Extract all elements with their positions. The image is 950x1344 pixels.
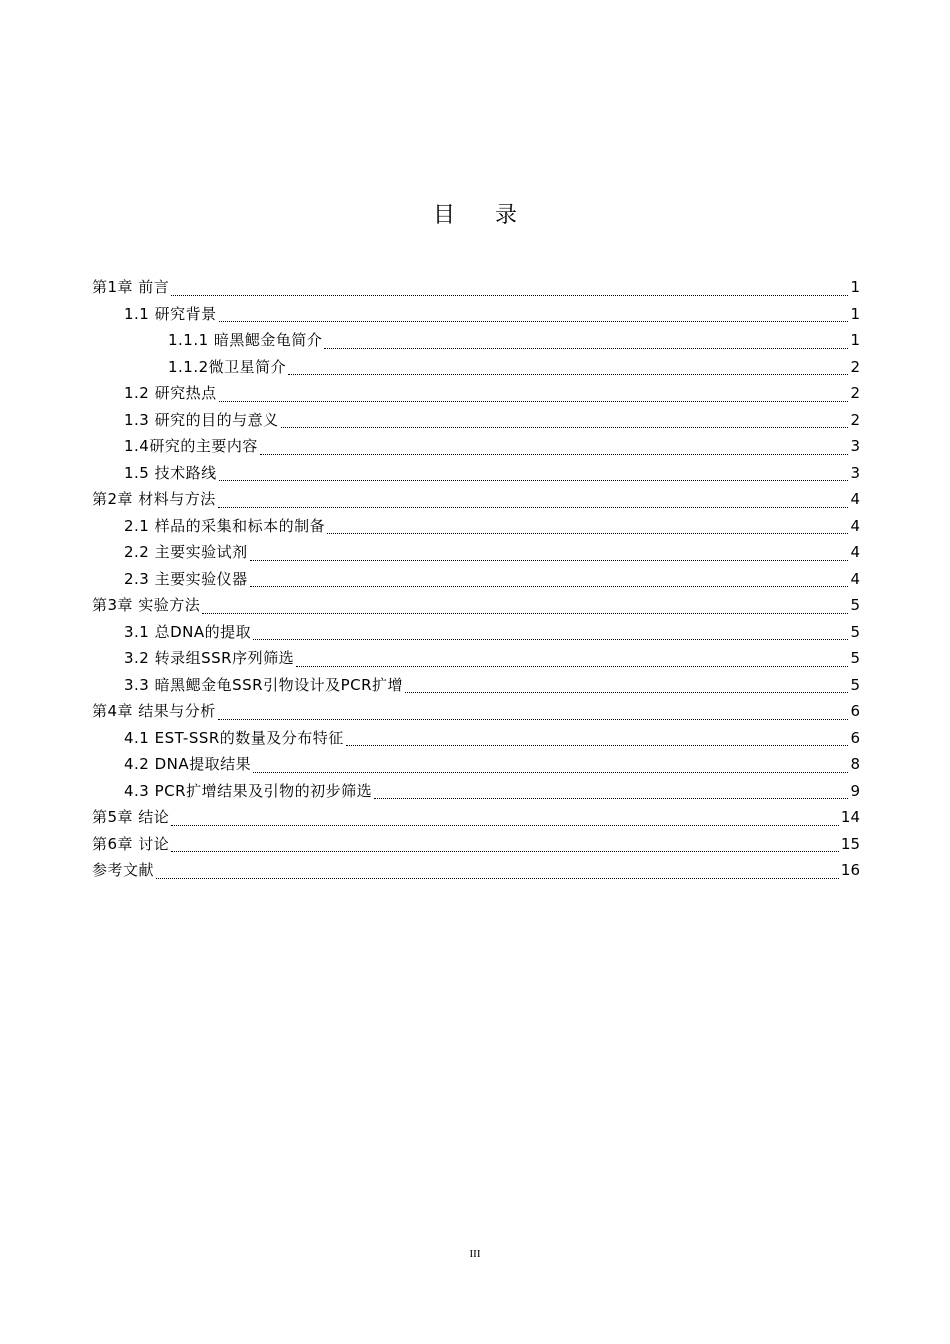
toc-dot-leader	[250, 585, 848, 587]
toc-entry-label: 2.1 样品的采集和标本的制备	[124, 516, 326, 535]
toc-entry-page-number: 3	[850, 463, 860, 482]
toc-entry-label: 4.1 EST-SSR的数量及分布特征	[124, 728, 344, 747]
toc-dot-leader	[405, 691, 848, 693]
toc-entry-page-number: 1	[850, 331, 860, 349]
toc-dot-leader	[218, 718, 848, 720]
toc-entry[interactable]	[92, 433, 860, 460]
toc-entry-page-number: 9	[850, 781, 860, 800]
toc-entry[interactable]	[92, 645, 860, 672]
toc-entry[interactable]	[92, 566, 860, 593]
toc-dot-leader	[374, 797, 848, 799]
toc-entry-label: 3.2 转录组SSR序列筛选	[124, 649, 295, 667]
toc-dot-leader	[218, 506, 848, 508]
toc-entry[interactable]	[92, 857, 860, 884]
toc-dot-leader	[346, 744, 848, 746]
toc-entry[interactable]	[92, 672, 860, 699]
toc-dot-leader	[219, 400, 848, 402]
toc-entry-page-number: 4	[850, 516, 860, 535]
toc-entry-label: 3.1 总DNA的提取	[124, 622, 252, 641]
toc-entry-page-number: 2	[850, 410, 860, 429]
toc-entry-label: 1.2 研究热点	[124, 384, 217, 402]
toc-entry-label: 1.1.2微卫星简介	[168, 357, 287, 376]
toc-dot-leader	[281, 426, 848, 428]
toc-entry-page-number: 15	[840, 834, 860, 853]
toc-entry[interactable]	[92, 327, 860, 354]
toc-dot-leader	[156, 877, 839, 879]
toc-dot-leader	[288, 373, 848, 375]
toc-entry-page-number: 1	[850, 278, 860, 296]
toc-dot-leader	[219, 320, 848, 322]
toc-entry-page-number: 1	[850, 304, 860, 323]
toc-dot-leader	[327, 532, 848, 534]
toc-entry-label: 第1章 前言	[92, 278, 170, 296]
page-number-footer: III	[469, 1248, 481, 1260]
toc-entry-label: 3.3 暗黑鳃金龟SSR引物设计及PCR扩增	[124, 675, 404, 694]
toc-entry-page-number: 5	[850, 649, 860, 667]
toc-entry-label: 4.2 DNA提取结果	[124, 755, 252, 773]
toc-entry-page-number: 2	[850, 357, 860, 376]
toc-entry[interactable]	[92, 274, 860, 301]
toc-entry[interactable]	[92, 698, 860, 725]
toc-dot-leader	[171, 850, 839, 852]
toc-entry-label: 1.5 技术路线	[124, 463, 217, 482]
toc-entry[interactable]	[92, 751, 860, 778]
toc-entry[interactable]	[92, 592, 860, 619]
toc-dot-leader	[253, 771, 848, 773]
toc-entry-page-number: 3	[850, 437, 860, 455]
toc-entry[interactable]	[92, 301, 860, 328]
toc-entry-page-number: 5	[850, 622, 860, 641]
toc-entry-label: 第3章 实验方法	[92, 596, 201, 614]
toc-entry[interactable]	[92, 354, 860, 381]
toc-entry-page-number: 4	[850, 490, 860, 508]
toc-dot-leader	[324, 347, 848, 349]
toc-entry[interactable]	[92, 778, 860, 805]
toc-entry[interactable]	[92, 619, 860, 646]
toc-entry-label: 2.2 主要实验试剂	[124, 543, 248, 561]
toc-entry-page-number: 4	[850, 569, 860, 588]
toc-dot-leader	[171, 824, 839, 826]
toc-entry-label: 1.1 研究背景	[124, 304, 217, 323]
toc-entry[interactable]	[92, 460, 860, 487]
toc-entry[interactable]	[92, 831, 860, 858]
toc-entry-label: 第2章 材料与方法	[92, 490, 216, 508]
toc-dot-leader	[202, 612, 848, 614]
toc-entry-page-number: 6	[850, 702, 860, 720]
toc-entry-label: 第5章 结论	[92, 808, 170, 826]
toc-entry-page-number: 8	[850, 755, 860, 773]
toc-entry-label: 1.4研究的主要内容	[124, 437, 258, 455]
toc-dot-leader	[253, 638, 848, 640]
toc-entry-page-number: 5	[850, 675, 860, 694]
toc-entry-page-number: 16	[840, 861, 860, 879]
toc-entry[interactable]	[92, 539, 860, 566]
toc-entry-label: 2.3 主要实验仪器	[124, 569, 248, 588]
toc-entry-page-number: 6	[850, 728, 860, 747]
toc-entry-page-number: 14	[840, 808, 860, 826]
toc-entry[interactable]	[92, 513, 860, 540]
toc-entry[interactable]	[92, 804, 860, 831]
toc-entry-label: 参考文献	[92, 861, 155, 879]
toc-dot-leader	[219, 479, 848, 481]
toc-dot-leader	[171, 294, 848, 296]
toc-entry-label: 第6章 讨论	[92, 834, 170, 853]
toc-entry[interactable]	[92, 407, 860, 434]
toc-entry-page-number: 4	[850, 543, 860, 561]
toc-dot-leader	[250, 559, 848, 561]
toc-entry[interactable]	[92, 486, 860, 513]
toc-entry-label: 1.1.1 暗黑鳃金龟简介	[168, 331, 323, 349]
toc-entry[interactable]	[92, 380, 860, 407]
toc-dot-leader	[296, 665, 848, 667]
toc-entry-label: 4.3 PCR扩增结果及引物的初步筛选	[124, 781, 373, 800]
toc-entry-page-number: 2	[850, 384, 860, 402]
toc-entry-label: 1.3 研究的目的与意义	[124, 410, 279, 429]
table-of-contents	[92, 274, 860, 884]
toc-entry-label: 第4章 结果与分析	[92, 702, 216, 720]
toc-dot-leader	[260, 453, 848, 455]
page-title: 目录	[432, 203, 557, 228]
toc-entry[interactable]	[92, 725, 860, 752]
toc-entry-page-number: 5	[850, 596, 860, 614]
